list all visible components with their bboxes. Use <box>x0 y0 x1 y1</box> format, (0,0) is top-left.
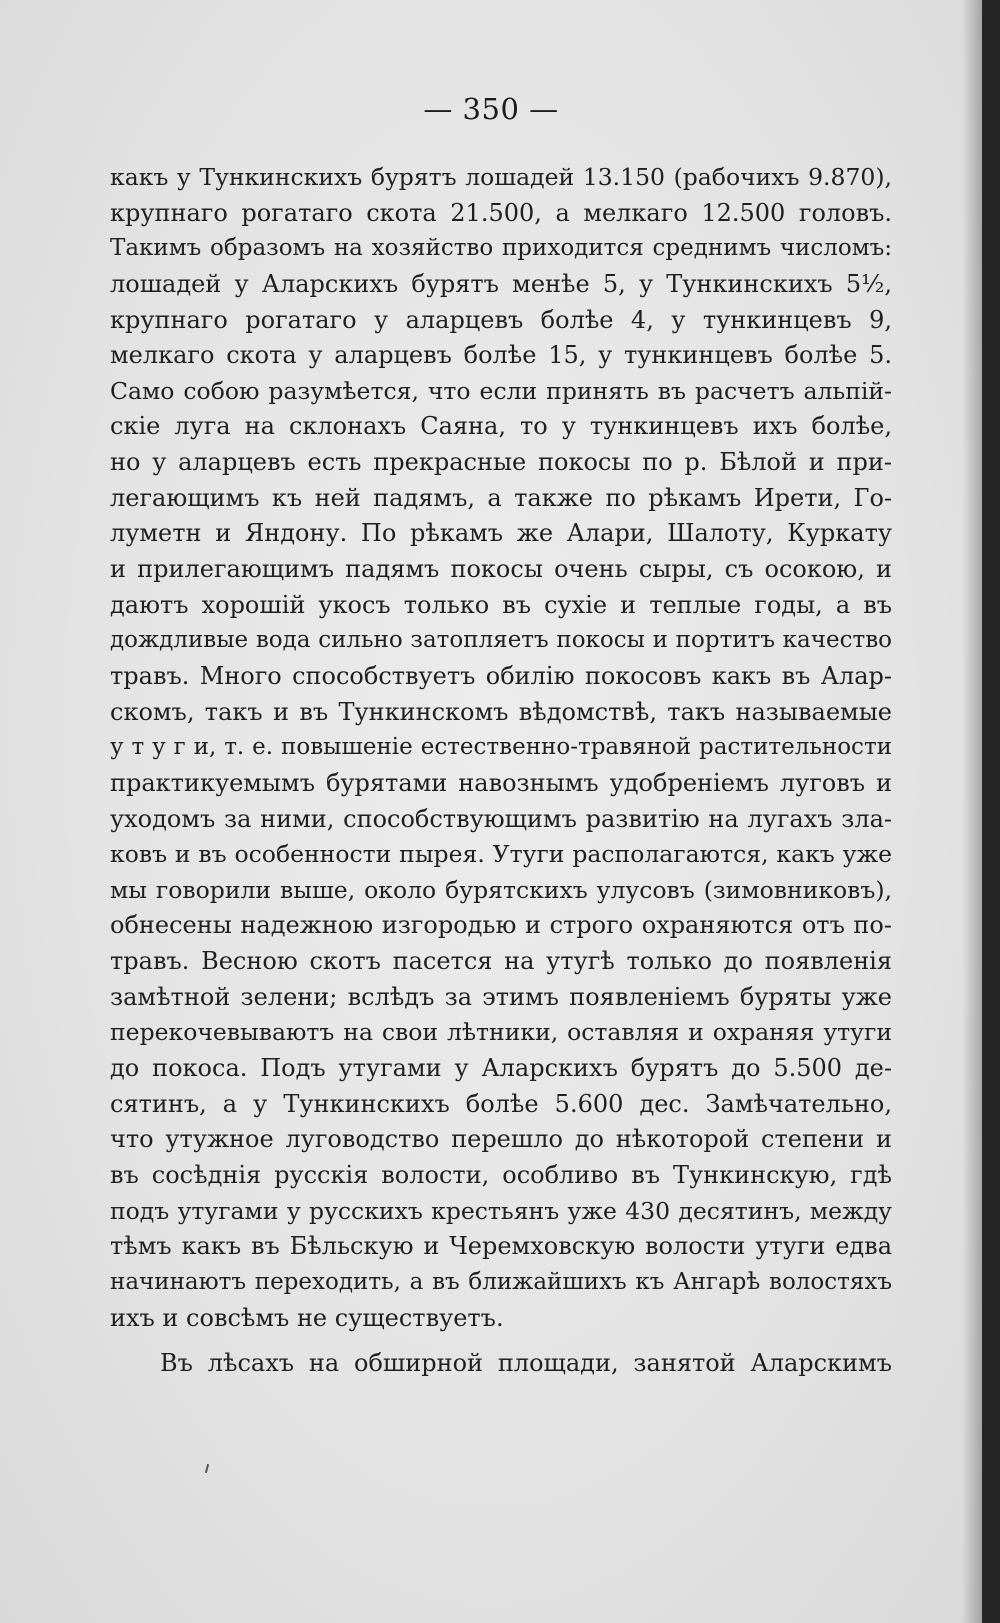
text-line: Такимъ образомъ на хозяйство приходится среднимъ числомъ: <box>110 235 892 262</box>
text-line: но у аларцевъ есть прекрасные покосы по р. Бѣлой и при- <box>110 448 892 477</box>
text-line: уходомъ за ними, способствующимъ развитію на лугахъ зла- <box>110 804 892 833</box>
text-line: какъ у Тункинскихъ бурятъ лошадей 13.150 (рабочихъ 9.870), <box>110 163 892 191</box>
text-line: дождливые вода сильно затопляетъ покосы и портитъ качество <box>110 627 892 654</box>
text-line: скомъ, такъ и въ Тункинскомъ вѣдомствѣ, такъ называемые <box>110 697 892 726</box>
text-line: замѣтной зелени; вслѣдъ за этимъ появленіемъ буряты уже <box>110 982 892 1011</box>
body-text <box>110 160 892 1382</box>
text-line: крупнаго рогатаго у аларцевъ болѣе 4, у тункинцевъ 9, <box>110 305 892 334</box>
text-line: до покоса. Подъ утугами у Аларскихъ бурятъ до 5.500 де- <box>110 1054 892 1083</box>
text-line: сятинъ, а у Тункинскихъ болѣе 5.600 дес. Замѣчательно, <box>110 1089 892 1118</box>
paragraph-end-line: ихъ и совсѣмъ не существуетъ. <box>110 1303 504 1332</box>
text-line: у т у г и, т. е. повышеніе естественно-травяной растительности <box>110 734 892 761</box>
text-line: лошадей у Аларскихъ бурятъ менѣе 5, у Тункинскихъ 5½, <box>110 269 892 298</box>
text-line: крупнаго рогатаго скота 21.500, а мелкаго 12.500 головъ. <box>110 198 892 227</box>
page-number: — 350 — <box>423 92 559 126</box>
paragraph-gap <box>110 1336 892 1346</box>
page-edge-shadow <box>962 0 982 1623</box>
text-line: что утужное луговодство перешло до нѣкоторой степени и <box>110 1125 892 1154</box>
ink-speck <box>205 1464 209 1473</box>
text-line: тѣмъ какъ въ Бѣльскую и Черемховскую волости утуги едва <box>110 1232 892 1261</box>
text-line: травъ. Много способствуетъ обилію покосовъ какъ въ Алар- <box>110 661 892 690</box>
text-line: перекочевываютъ на свои лѣтники, оставляя и охраняя утуги <box>110 1018 892 1047</box>
text-line: травъ. Весною скотъ пасется на утугѣ только до появленія <box>110 947 892 976</box>
text-line: ковъ и въ особенности пырея. Утуги располагаются, какъ уже <box>110 840 892 869</box>
text-line: легающимъ къ ней падямъ, а также по рѣкамъ Ирети, Го- <box>110 483 892 512</box>
text-line: луметн и Яндону. По рѣкамъ же Алари, Шалоту, Куркату <box>110 519 892 548</box>
text-line: обнесены надежною изгородью и строго охраняются отъ по- <box>110 911 892 940</box>
text-line: въ сосѣднія русскія волости, особливо въ Тункинскую, гдѣ <box>110 1160 892 1189</box>
paragraph-start-line: Въ лѣсахъ на обширной площади, занятой Аларскимъ <box>160 1349 892 1378</box>
text-line: скіе луга на склонахъ Саяна, то у тункинцевъ ихъ болѣе, <box>110 412 892 441</box>
text-line: начинаютъ переходить, а въ ближайшихъ къ Ангарѣ волостяхъ <box>110 1268 892 1295</box>
text-line: мы говорили выше, около бурятскихъ улусовъ (зимовниковъ), <box>110 875 892 904</box>
text-line: подъ утугами у русскихъ крестьянъ уже 430 десятинъ, между <box>110 1196 892 1225</box>
text-line: мелкаго скота у аларцевъ болѣе 15, у тункинцевъ болѣе 5. <box>110 341 892 370</box>
text-line: и прилегающимъ падямъ покосы очень сыры, съ осокою, и <box>110 555 892 584</box>
text-line: Само собою разумѣется, что если принять въ расчетъ альпій- <box>110 376 892 405</box>
text-line: даютъ хорошій укосъ только въ сухіе и теплые годы, а въ <box>110 590 892 619</box>
text-line: практикуемымъ бурятами навознымъ удобреніемъ луговъ и <box>110 768 892 797</box>
